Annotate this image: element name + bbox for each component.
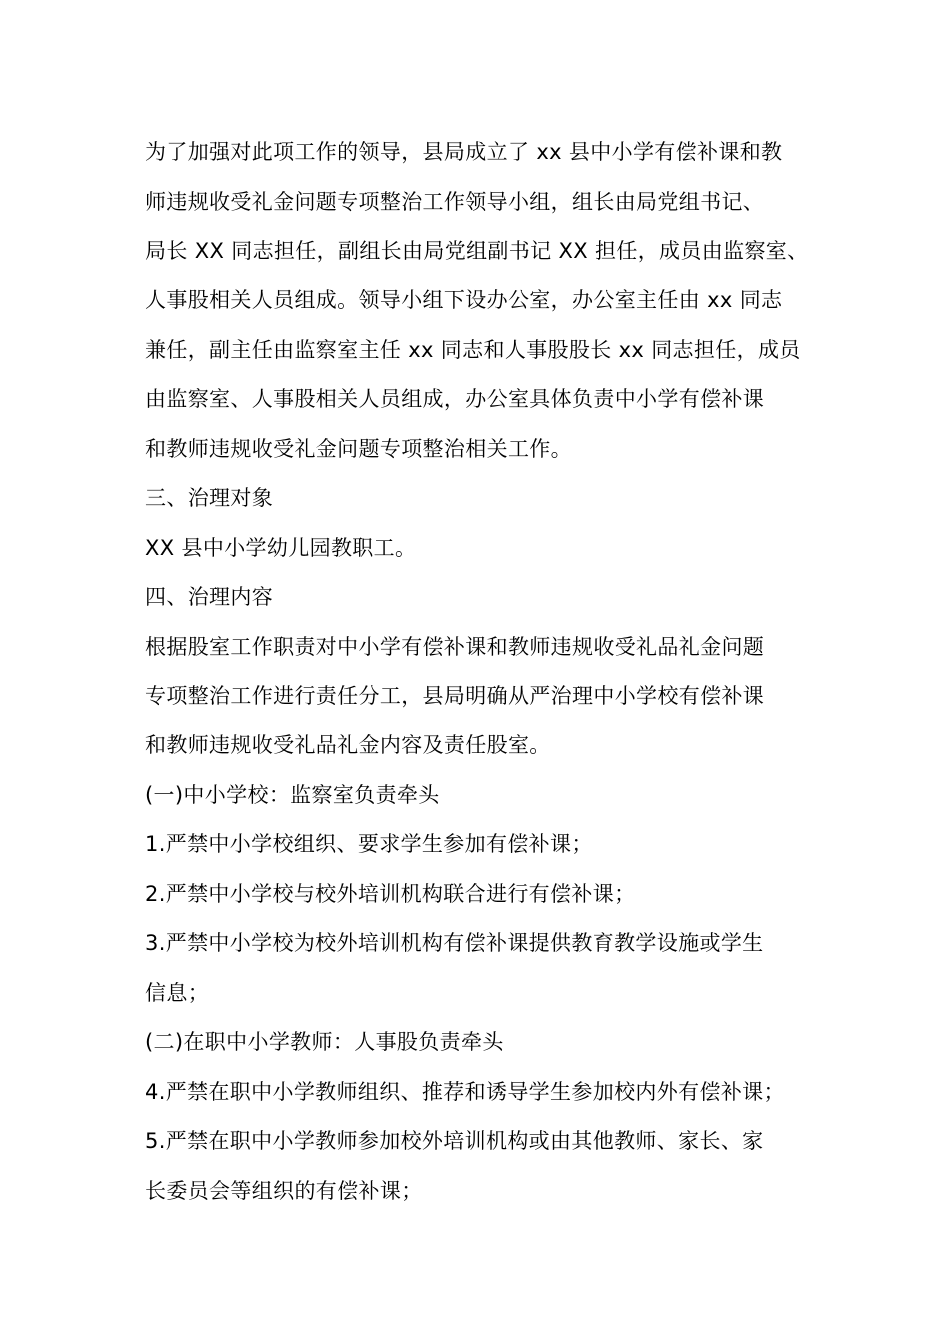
section-heading: 三、治理对象 [145, 486, 274, 510]
list-item-continuation: 长委员会等组织的有偿补课； [145, 1179, 423, 1203]
text-line: 和教师违规收受礼金问题专项整治相关工作。 [145, 437, 572, 461]
text-line: 人事股相关人员组成。领导小组下设办公室，办公室主任由 xx 同志 [145, 288, 783, 312]
text-line: 为了加强对此项工作的领导，县局成立了 xx 县中小学有偿补课和教 [145, 140, 783, 164]
text-line: XX 县中小学幼儿园教职工。 [145, 536, 417, 560]
subsection-heading: (一)中小学校：监察室负责牵头 [145, 783, 440, 807]
text-line: 和教师违规收受礼品礼金内容及责任股室。 [145, 733, 551, 757]
text-line: 师违规收受礼金问题专项整治工作领导小组，组长由局党组书记、 [145, 190, 765, 214]
list-item: 4.严禁在职中小学教师组织、推荐和诱导学生参加校内外有偿补课； [145, 1080, 785, 1104]
list-item: 3.严禁中小学校为校外培训机构有偿补课提供教育教学设施或学生 [145, 931, 764, 955]
text-line: 专项整治工作进行责任分工，县局明确从严治理中小学校有偿补课 [145, 684, 765, 708]
text-line: 兼任，副主任由监察室主任 xx 同志和人事股股长 xx 同志担任，成员 [145, 338, 801, 362]
list-item: 1.严禁中小学校组织、要求学生参加有偿补课； [145, 832, 593, 856]
text-line: 根据股室工作职责对中小学有偿补课和教师违规收受礼品礼金问题 [145, 635, 765, 659]
list-item: 5.严禁在职中小学教师参加校外培训机构或由其他教师、家长、家 [145, 1129, 764, 1153]
text-line: 由监察室、人事股相关人员组成，办公室具体负责中小学有偿补课 [145, 387, 765, 411]
list-item: 2.严禁中小学校与校外培训机构联合进行有偿补课； [145, 882, 636, 906]
subsection-heading: (二)在职中小学教师：人事股负责牵头 [145, 1030, 504, 1054]
list-item-continuation: 信息； [145, 981, 210, 1005]
text-line: 局长 XX 同志担任，副组长由局党组副书记 XX 担任，成员由监察室、 [145, 239, 809, 263]
section-heading: 四、治理内容 [145, 585, 274, 609]
